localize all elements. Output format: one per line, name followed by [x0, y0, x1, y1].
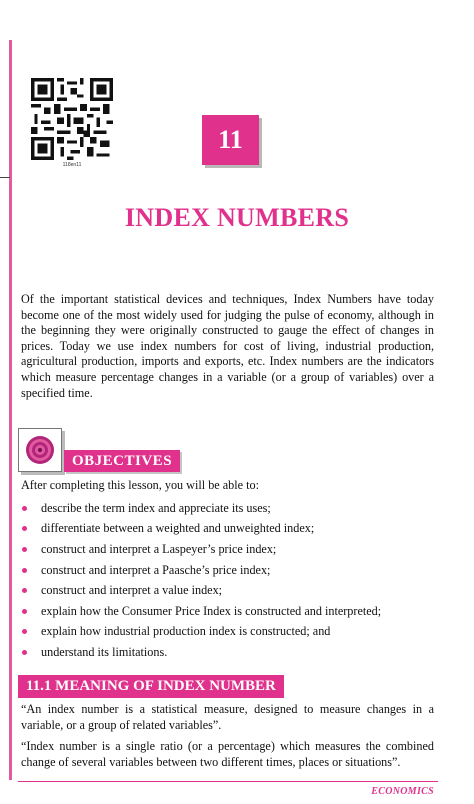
bullet-icon	[22, 588, 27, 593]
objective-item: understand its limitations.	[21, 642, 381, 663]
objective-item: construct and interpret a value index;	[21, 580, 381, 601]
chapter-number-badge: 11	[202, 115, 259, 165]
objectives-list	[21, 498, 381, 663]
objective-item: construct and interpret a Laspeyer’s price index;	[21, 539, 381, 560]
objective-item: explain how the Consumer Price Index is constructed and interpreted;	[21, 601, 381, 622]
qr-code-image	[31, 78, 113, 160]
intro-paragraph: Of the important statistical devices and techniques, Index Numbers have today become one of the most widely used for judging the pulse of economy, although in the beginning they were originally constructed to gauge the effect of changes in prices. Today we use index numbers for cost of living, industrial production, agricultural production, imports and exports, etc. Index numbers are the indicators which measure percentage changes in a variable (or a group of variables) over a specified time.	[21, 292, 434, 400]
objective-item: differentiate between a weighted and unweighted index;	[21, 519, 381, 540]
objectives-intro: After completing this lesson, you will be able to:	[21, 478, 259, 492]
bullet-icon	[22, 547, 27, 552]
margin-tick	[0, 177, 10, 178]
bullet-icon	[22, 506, 27, 511]
definition-paragraph-2: “Index number is a single ratio (or a percentage) which measures the combined change of several variables between two different times, places or situations”.	[21, 739, 434, 769]
bullet-icon	[22, 629, 27, 634]
objective-item: construct and interpret a Paasche’s price index;	[21, 560, 381, 581]
bullet-icon	[22, 568, 27, 573]
footer-rule	[18, 781, 438, 782]
definition-paragraph-1: “An index number is a statistical measure, designed to measure changes in a variable, or a group of related variables”.	[21, 702, 434, 732]
target-icon	[18, 428, 62, 472]
objective-item: explain how industrial production index is constructed; and	[21, 622, 381, 643]
objectives-heading: OBJECTIVES	[64, 450, 180, 472]
chapter-title: INDEX NUMBERS	[124, 203, 350, 232]
objective-item: describe the term index and appreciate its uses;	[21, 498, 381, 519]
section-heading: 11.1 MEANING OF INDEX NUMBER	[18, 675, 284, 698]
bullet-icon	[22, 650, 27, 655]
qr-code-label: 118en11	[62, 162, 82, 168]
bullet-icon	[22, 526, 27, 531]
left-margin-rule	[9, 40, 12, 780]
bullet-icon	[22, 609, 27, 614]
footer-subject: ECONOMICS	[371, 786, 434, 797]
